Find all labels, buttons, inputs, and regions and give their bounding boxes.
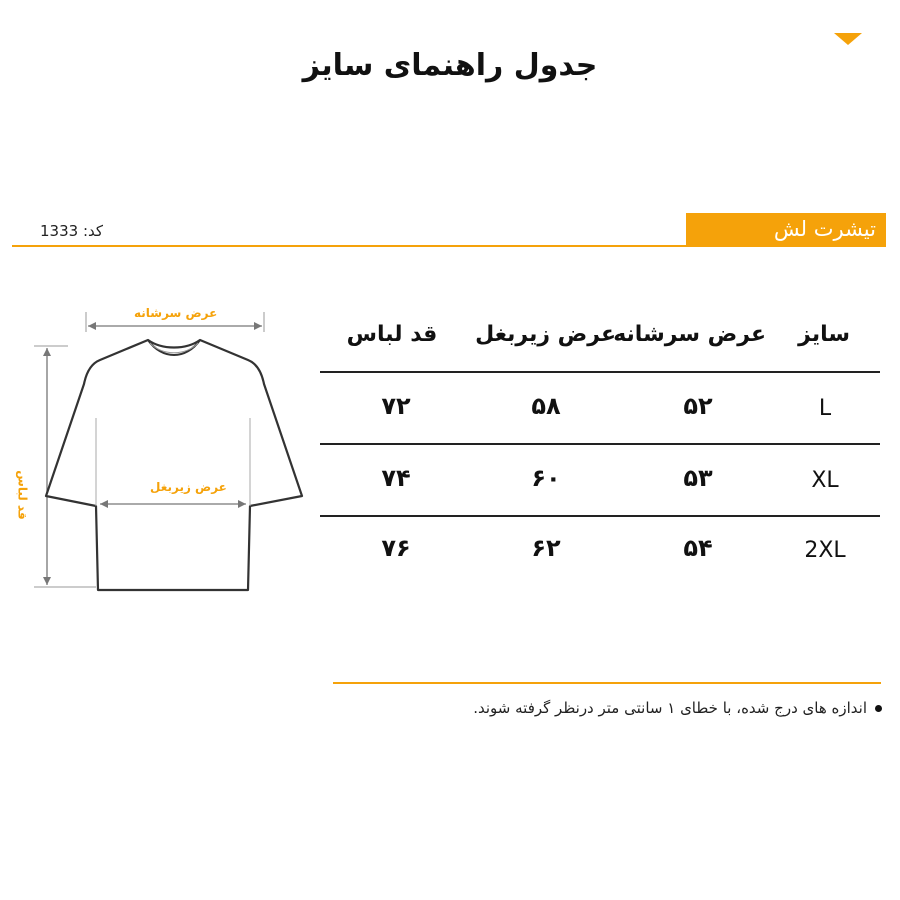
product-name: تیشرت لش	[773, 217, 876, 241]
cell-length: ۷۴	[381, 464, 411, 492]
cell-size: 2XL	[804, 538, 846, 563]
cell-shoulder-width: ۵۲	[683, 392, 713, 420]
table-divider	[320, 371, 880, 373]
chest-width-label: عرض زیربغل	[150, 480, 227, 494]
cell-shoulder-width: ۵۴	[683, 534, 713, 562]
cell-chest-width: ۵۸	[531, 392, 561, 420]
cell-chest-width: ۶۰	[531, 464, 561, 492]
length-label: قد لباس	[15, 470, 30, 520]
header-shoulder-width: عرض سرشانه	[613, 322, 766, 347]
tshirt-outline-icon	[12, 298, 312, 608]
header-chest-width: عرض زیربغل	[475, 322, 616, 347]
cell-length: ۷۶	[381, 534, 411, 562]
shoulder-width-label: عرض سرشانه	[134, 306, 218, 320]
cell-shoulder-width: ۵۳	[683, 464, 713, 492]
tag-pointer	[834, 33, 862, 45]
cell-size: L	[818, 396, 832, 421]
header-length: قد لباس	[346, 322, 438, 347]
bullet-icon	[875, 705, 882, 712]
note-text: اندازه های درج شده، با خطای ۱ سانتی متر درنظر گرفته شوند.	[473, 699, 867, 717]
tshirt-diagram	[12, 298, 312, 608]
product-name-tag	[686, 213, 886, 246]
cell-size: XL	[811, 468, 839, 493]
table-divider	[320, 443, 880, 445]
cell-length: ۷۲	[381, 392, 411, 420]
footer-divider	[333, 682, 881, 684]
product-code: کد: 1333	[40, 222, 104, 240]
table-divider	[320, 515, 880, 517]
header-size: سایز	[798, 322, 850, 347]
measurement-note	[473, 699, 882, 717]
cell-chest-width: ۶۲	[531, 534, 561, 562]
page-title: جدول راهنمای سایز	[302, 48, 598, 83]
